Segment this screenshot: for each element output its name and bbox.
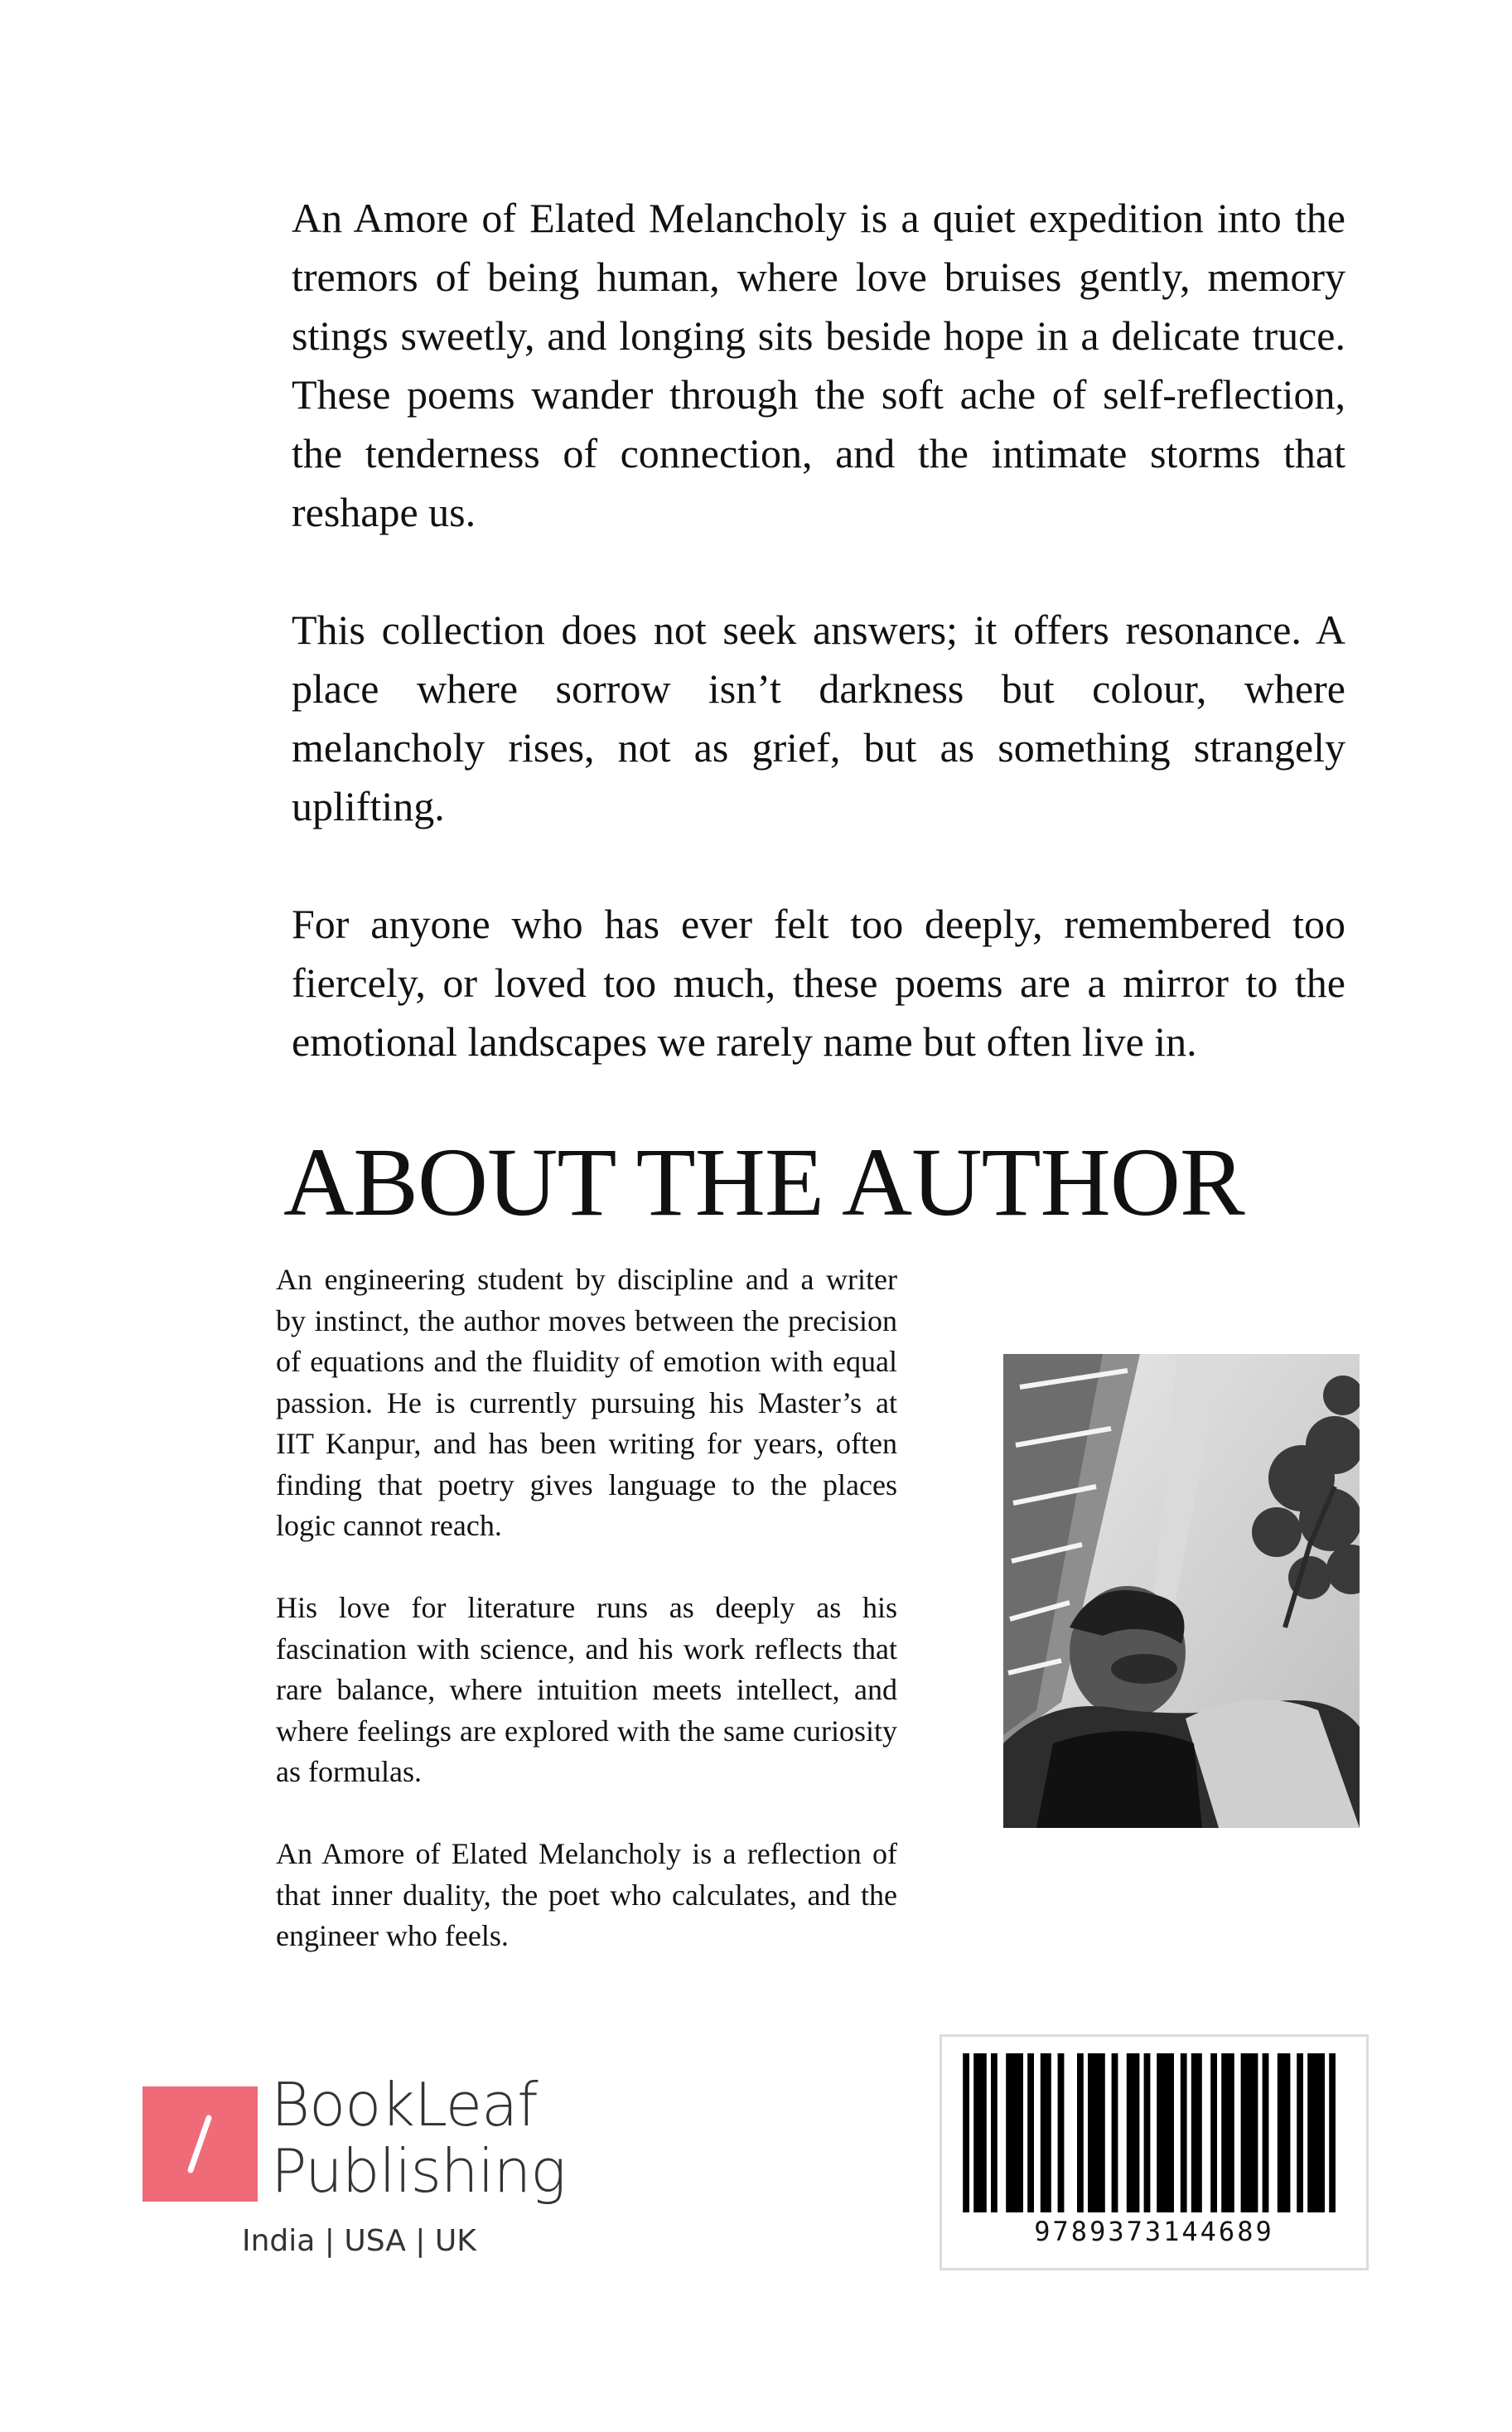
- blurb-paragraph-3: For anyone who has ever felt too deeply, remembered too fiercely, or loved too much, these poems are a mirror to the emotional landscapes we rarely name but often live in.: [292, 901, 1345, 1065]
- author-photo: [1003, 1354, 1360, 1828]
- blurb-paragraph-1: An Amore of Elated Melancholy is a quiet expedition into the tremors of being human, where love bruises gently, memory stings sweetly, and longing sits beside hope in a delicate truce. These poems wander through the soft ache of self-reflection, the tenderness of connection, and the intimate storms that reshape us.: [292, 195, 1345, 535]
- barcode-bar: [1297, 2053, 1303, 2212]
- barcode-bar: [1241, 2053, 1258, 2212]
- barcode-bar: [1006, 2053, 1023, 2212]
- publisher-regions: India | USA | UK: [242, 2224, 476, 2258]
- barcode-bar: [1144, 2053, 1151, 2212]
- isbn-barcode: [940, 2034, 1369, 2270]
- barcode-bar: [1058, 2053, 1065, 2212]
- barcode-bar: [1157, 2053, 1174, 2212]
- publisher-name-line-2: Publishing: [271, 2136, 566, 2206]
- barcode-bar: [1263, 2053, 1269, 2212]
- barcode-bar: [1127, 2053, 1140, 2212]
- barcode-bar: [991, 2053, 998, 2212]
- barcode-bar: [973, 2053, 987, 2212]
- author-bio: [276, 1260, 897, 1957]
- bio-paragraph-2: His love for literature runs as deeply as his fascination with science, and his work reflects that rare balance, where intuition meets intellect, and where feelings are explored with the same curiosity as formulas.: [276, 1591, 897, 1788]
- bio-paragraph-3: An Amore of Elated Melancholy is a reflection of that inner duality, the poet who calculates, and the engineer who feels.: [276, 1837, 897, 1952]
- barcode-bar: [1077, 2053, 1084, 2212]
- publisher-name: [271, 2072, 565, 2204]
- slash-icon: [143, 2086, 258, 2202]
- barcode-bar: [1307, 2053, 1325, 2212]
- publisher-name-line-1: BookLeaf: [271, 2070, 538, 2139]
- barcode-bar: [1181, 2053, 1187, 2212]
- blurb-paragraph-2: This collection does not seek answers; it offers resonance. A place where sorrow isn’t darkness but colour, where melancholy rises, not as grief, but as something strangely uplifting.: [292, 607, 1345, 829]
- barcode-bar: [1329, 2053, 1336, 2212]
- barcode-bar: [1210, 2053, 1217, 2212]
- author-photo-illustration: [1003, 1354, 1360, 1828]
- isbn-number: 9789373144689: [1034, 2216, 1274, 2247]
- barcode-bar: [963, 2053, 969, 2212]
- back-cover-blurb: [292, 189, 1345, 1071]
- barcode-bar: [1278, 2053, 1291, 2212]
- publisher-logo: [143, 2086, 258, 2202]
- barcode-bar: [1041, 2053, 1051, 2212]
- barcode-bar: [1088, 2053, 1105, 2212]
- bio-paragraph-1: An engineering student by discipline and a writer by instinct, the author moves between the precision of equations and the fluidity of emotion with equal passion. He is currently pursuing his Master’s at IIT Kanpur, and has been writing for years, often finding that poetry gives language to the places logic cannot reach.: [276, 1263, 897, 1542]
- barcode-bar: [1027, 2053, 1034, 2212]
- barcode-bar: [1221, 2053, 1234, 2212]
- barcode-bar: [1191, 2053, 1202, 2212]
- barcode-bars: [959, 2053, 1350, 2212]
- about-author-heading: ABOUT THE AUTHOR: [283, 1128, 1244, 1236]
- barcode-bar: [1112, 2053, 1118, 2212]
